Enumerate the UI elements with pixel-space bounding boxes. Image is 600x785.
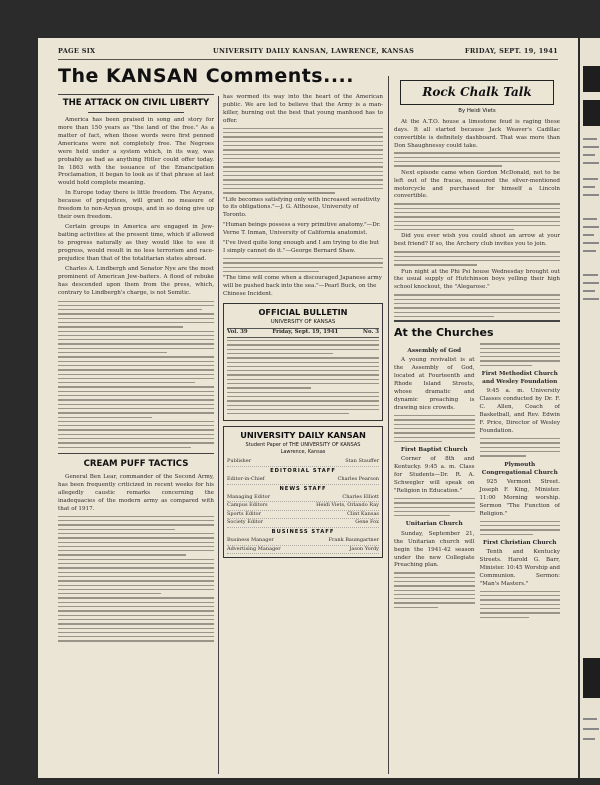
article-body-continued [58,301,214,448]
churches-title: At the Churches [394,325,494,339]
gossip-paragraph: Next episode came when Gordon McDonald, not to be left out of the fracas, measured the silver-mentioned motorcycle and purchased for himself a Lincoln convertible. [394,169,560,200]
adjacent-page-edge [580,38,600,778]
gossip-paragraph: Did you ever wish you could shoot an arrow at your best friend? If so, the Archery club invites you to join. [394,233,560,248]
staff-row: Advertising Manager Jason Yordy [227,546,379,555]
staff-row: Society Editor Gene Fox [227,519,379,528]
kansan-city: Lawrence, Kansas [280,449,326,456]
church-column [394,343,475,621]
middle-column [223,94,383,774]
issue-date: FRIDAY, SEPT. 19, 1941 [464,47,558,55]
church-notice: Corner of 8th and Kentucky. 9:45 a. m. Class for Students—Dr. R. A. Schwegler will speak on "Religion in Education." [394,456,475,495]
cream-puff-headline: CREAM PUFF TACTICS [83,458,189,469]
article-body-continued [58,516,214,642]
rock-chalk-talk-box [400,80,554,105]
church-name: Plymouth Congregational Church [481,461,558,476]
column-byline: By Heidi Viets [458,108,496,115]
staff-row: Editor-in-Chief Charles Pearson [227,476,379,485]
article-paragraph: In Europe today there is little freedom. The Aryans, because of prejudices, will grant no measure of freedom to non-Aryan groups, and in so doing give up their own freedom. [58,190,214,221]
news-staff-heading: NEWS STAFF [279,485,327,492]
article-paragraph: Charles A. Lindbergh and Senator Nye are the most prominent of American Jew-baiters. A flood of rebuke has descended upon them from the press, which, contrary to Lindbergh's charge, is not Semitic. [58,265,214,296]
bulletin-date: Friday, Sept. 19, 1941 [272,329,339,336]
article-body-continued [223,128,383,194]
staff-row: Sports Editor Clint Kansas [227,511,379,520]
gossip-paragraph: At the A.T.O. house a limestone feud is raging these days. It all started because Jack Weaver's Cadillac convertible is definitely dashboard. That was more than Don Shaughnessy could take. [394,118,560,149]
church-notice: Tenth and Kentucky Streets. Harold G. Barr, Minister. 10:45 Worship and Communion. Sermon: "Man's Masters." [479,549,560,587]
church-listings [394,343,560,621]
gossip-paragraph: Fun night at the Phi Psi house Wednesday brought out the usual supply of Hutchinson boys yelling their high school knockout, the "Alegarose." [394,268,560,291]
quote-paragraph: "Life becomes satisfying only with increased sensitivity to its obligations."—J. G. Althouse, University of Toronto. [223,196,381,219]
editorial-masthead: The KANSAN Comments.... [58,65,354,87]
article-paragraph: has wormed its way into the heart of the American public. We are led to believe that the Army is a man-killer, burning out the best that young manhood has to offer. [223,94,383,124]
quote-paragraph: "The time will come when a discouraged Japanese army will be pushed back into the sea."—Pearl Buck, on the Chinese Incident. [223,275,382,298]
page-number: PAGE SIX [58,47,96,55]
kansan-title: UNIVERSITY DAILY KANSAN [240,430,366,441]
quote-paragraph: "Human beings possess a very primitive anatomy."—Dr. Verne T. Inman, University of California anatomist. [223,222,381,237]
newspaper-page [38,38,578,778]
church-name: Assembly of God [407,348,462,355]
church-name: Unitarian Church [405,521,463,528]
church-notice: Sunday, September 21, the Unitarian church will begin the 1941-42 season under the new Collegiate Preaching plan. [394,530,475,569]
quote-paragraph: "I've lived quite long enough and I am trying to die but I simply cannot do it."—George Bernard Shaw. [223,240,380,255]
church-notice: A young revivalist is at the Assembly of God, located at Fourteenth and Rhode Island Streets, whose dramatic and dynamic preaching is drawing nice crowds. [394,357,475,412]
church-notice: 925 Vermont Street. Joseph F. King, Minister. 11:00 Morning worship. Sermon "The Function of Religion." [479,479,560,517]
bulletin-issue-line [227,328,379,338]
staff-row: Publisher Stan Stauffer [227,458,379,467]
staff-row: Campus Editors Heidi Viets, Orlando Ray [227,502,379,511]
staff-row: Business Manager Frank Baumgartner [227,537,379,546]
editorial-staff-heading: EDITORIAL STAFF [270,467,336,474]
bulletin-volume: Vol. 39 [227,329,248,336]
left-column [58,94,214,774]
church-name: First Baptist Church [400,447,468,454]
page-header [58,47,558,60]
kansan-staff-box [223,426,383,558]
business-staff-heading: BUSINESS STAFF [271,528,335,535]
rock-chalk-talk-title: Rock Chalk Talk [422,85,532,99]
official-bulletin-box [223,303,383,421]
article-paragraph: America has been praised in song and story for more than 150 years as "the land of the free." As a matter of fact, when those words were first penned Americans were not completely free. The Negroes were held under a system which, in its way, was probably as bad as anything Hitler could offer today. In 1863 with the issuance of the Emancipation Proclamation, it began to look as if that phrase at last would hold complete meaning. [58,116,214,187]
bulletin-subtitle: UNIVERSITY OF KANSAS [270,318,336,325]
church-column [480,343,561,621]
church-notice: 9:45 a. m. University Classes conducted by Dr. F. C. Allen, Coach of Basketball, and Rev. Edwin F. Price, Director of Wesley Foundation. [479,388,560,435]
bulletin-number: No. 3 [363,329,379,336]
paper-name: UNIVERSITY DAILY KANSAN, LAWRENCE, KANSAS [213,47,415,55]
kansan-subtitle: Student Paper of THE UNIVERSITY OF KANSAS [245,442,361,449]
staff-row: Managing Editor Charles Elliott [227,494,379,503]
church-name: First Methodist Church and Wesley Foundation [481,371,558,386]
attack-headline: THE ATTACK ON CIVIL LIBERTY [62,98,210,108]
right-column [394,80,560,774]
bulletin-notices [227,340,379,414]
bulletin-title: OFFICIAL BULLETIN [258,307,348,318]
church-name: First Christian Church [483,539,557,546]
article-paragraph: Certain groups in America are engaged in Jew-baiting activities at the present time, which if allowed to progress naturally as they would like to see it progress, would result in no less terrorism and race-prejudice than that of the totalitarian states abroad. [58,224,214,262]
article-paragraph: General Ben Lear, commander of the Second Army, has been frequently criticized in recent weeks for his allegedly caustic remarks concerning the inadequacies of the modern army as compared with that of 1917. [58,474,214,512]
